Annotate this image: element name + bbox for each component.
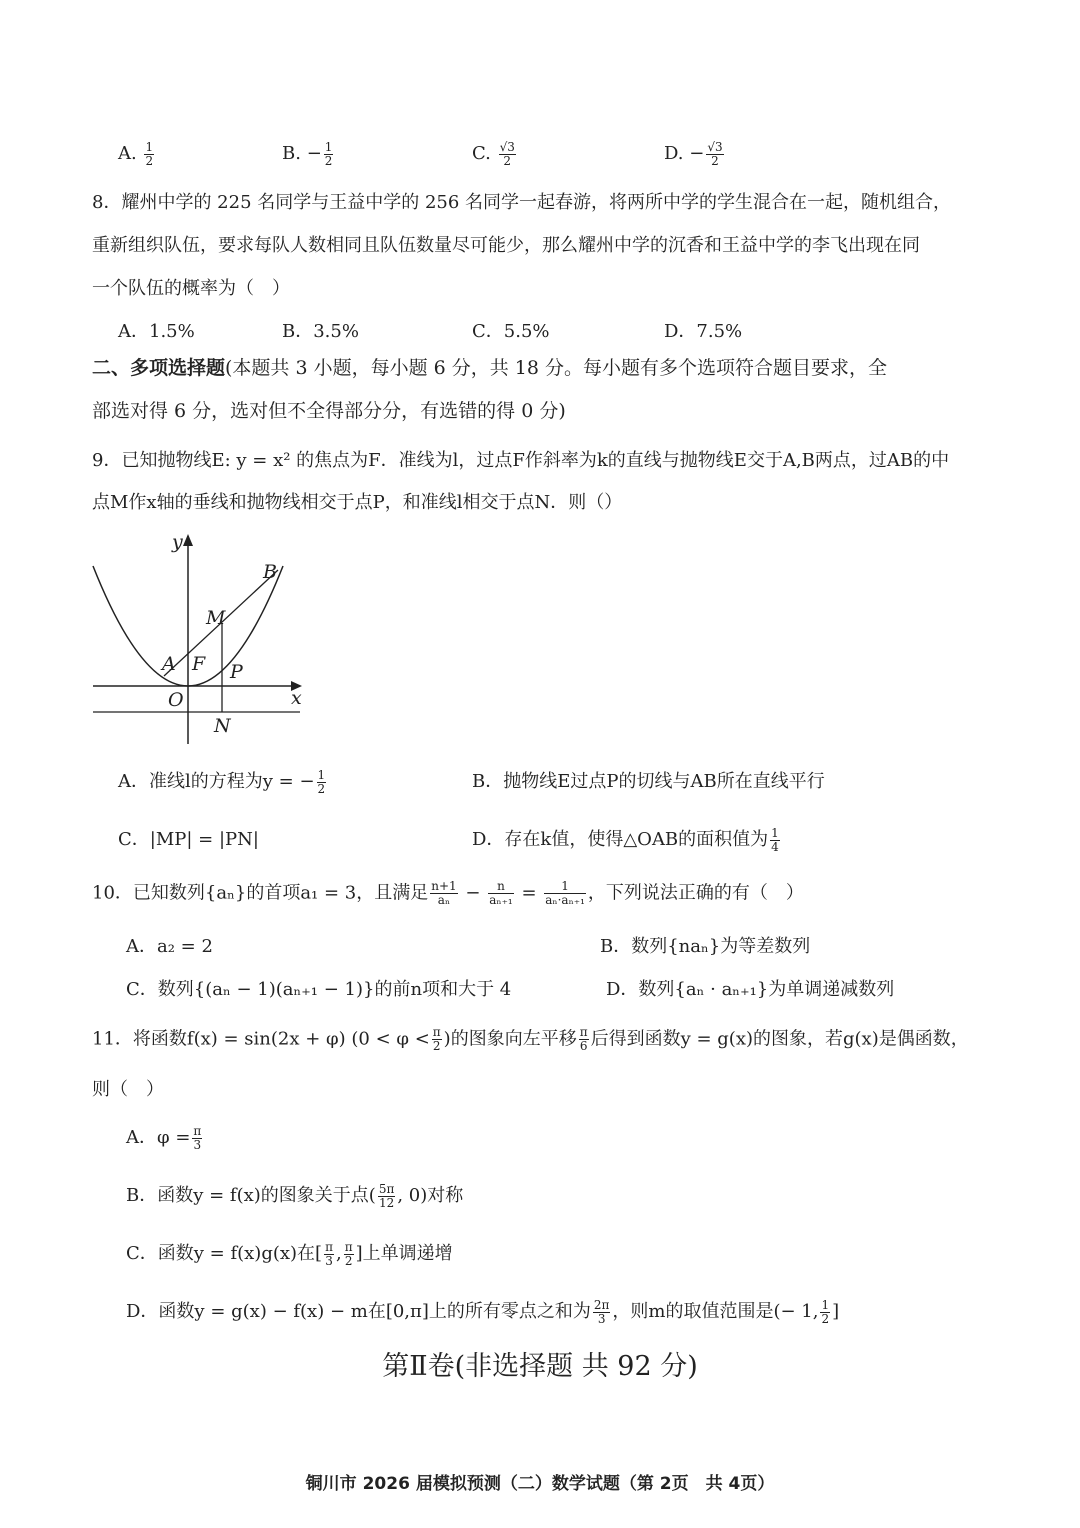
- option-label: C.: [472, 143, 491, 164]
- frac-den: 2: [711, 153, 719, 168]
- label-n: N: [214, 715, 231, 737]
- q8-line-1: 8．耀州中学的 225 名同学与王益中学的 256 名同学一起春游，将两所中学的学生混合在一起，随机组合，: [92, 192, 952, 213]
- label-o: O: [168, 689, 184, 711]
- frac-den: 2: [503, 153, 512, 168]
- q9-option-b: B．抛物线E过点P的切线与AB所在直线平行: [472, 771, 825, 792]
- fraction: [344, 1241, 354, 1268]
- fraction: [430, 880, 457, 907]
- stem-text: 后得到函数y = g(x)的图象，若g(x)是偶函数，: [590, 1028, 969, 1050]
- frac-den: 2: [317, 781, 326, 796]
- option-label: B.: [282, 143, 301, 164]
- fraction: [192, 1125, 202, 1152]
- option-text: A．φ =: [126, 1127, 191, 1148]
- option-text: , 0)对称: [397, 1185, 464, 1206]
- q7-option-a: [118, 140, 156, 168]
- frac-num: π: [325, 1239, 333, 1254]
- q9-option-c: C．|MP| = |PN|: [118, 829, 259, 850]
- frac-den: 3: [597, 1311, 606, 1326]
- fraction: [317, 769, 327, 796]
- q8-option-d: D．7.5%: [664, 321, 743, 342]
- option-label: D.: [664, 143, 684, 164]
- q7-option-d: [664, 140, 726, 168]
- q9-line-2: 点M作x轴的垂线和抛物线相交于点P，和准线l相交于点N．则（）: [92, 492, 623, 513]
- fraction: [770, 827, 780, 854]
- section-2-heading: [92, 354, 887, 382]
- frac-den: aₙ·aₙ₊₁: [545, 893, 585, 907]
- option-text: C．函数y = f(x)g(x)在[: [126, 1243, 323, 1264]
- option-label: A．: [118, 771, 149, 792]
- parabola-figure: [88, 526, 308, 748]
- frac-num: 1: [821, 1297, 830, 1312]
- fraction: [820, 1299, 830, 1326]
- frac-den: 2: [324, 153, 333, 168]
- frac-num: 1: [544, 880, 586, 894]
- section-2-desc-line-2: 部选对得 6 分，选对但不全得部分分，有选错的得 0 分): [92, 400, 566, 422]
- q8-option-b: B．3.5%: [282, 321, 359, 342]
- frac-num: π: [432, 1025, 441, 1039]
- page-footer: 铜川市 2026 届模拟预测（二）数学试题（第 2页 共 4页）: [305, 1474, 775, 1494]
- q11-stem-line-1: [92, 1026, 969, 1053]
- q8-option-c: C．5.5%: [472, 321, 550, 342]
- q9-option-d: [472, 826, 782, 854]
- stem-text: ，下列说法正确的有（ ）: [587, 882, 804, 904]
- section-title: 二、多项选择题: [92, 357, 226, 379]
- fraction: [488, 880, 514, 907]
- label-f: F: [192, 653, 206, 675]
- q10-option-c: C．数列{(aₙ − 1)(aₙ₊₁ − 1)}的前n项和大于 4: [126, 979, 512, 1000]
- q11-stem-line-2: 则（ ）: [92, 1079, 164, 1100]
- frac-num: π: [193, 1123, 202, 1138]
- fraction: [706, 141, 723, 168]
- minus-sign: −: [306, 143, 322, 164]
- q7-option-c: [472, 140, 518, 168]
- q10-option-a: A．a₂ = 2: [126, 936, 213, 957]
- frac-den: 2: [432, 1039, 441, 1053]
- frac-den: 4: [771, 839, 779, 854]
- fraction: [544, 880, 586, 907]
- option-text: D．函数y = g(x) − f(x) − m在[0,π]上的所有零点之和为: [126, 1301, 591, 1322]
- frac-num: 1: [771, 825, 779, 840]
- frac-den: aₙ₊₁: [489, 893, 513, 907]
- frac-den: 12: [378, 1195, 395, 1210]
- frac-den: 3: [193, 1137, 202, 1152]
- frac-num: π: [344, 1239, 353, 1254]
- frac-den: 2: [344, 1253, 353, 1268]
- option-text: ，则m的取值范围是(− 1,: [612, 1301, 819, 1322]
- q10-stem: 10．已知数列{aₙ}的首项a₁ = 3，且满足 $\frac{n+1}{\text{aₙ}}$ − $\frac{n}{\text{aₙ₊₁}}$ = $\frac{1}{\text{aₙ·aₙ₊₁}}$ ，下列说法正确的有（ ）: [92, 879, 804, 907]
- option-text: ]: [832, 1301, 840, 1322]
- option-label: A.: [118, 143, 137, 164]
- stem-text: 11．将函数f(x) = sin(2x + φ) (0 < φ <: [92, 1028, 430, 1050]
- label-m: M: [206, 607, 226, 629]
- frac-num: 1: [324, 139, 333, 154]
- option-text: D．存在k值，使得△OAB的面积值为: [472, 829, 769, 850]
- stem-text: )的图象向左平移: [443, 1028, 577, 1050]
- fraction: [432, 1026, 442, 1053]
- q8-line-3: 一个队伍的概率为（ ）: [92, 278, 290, 299]
- q10-option-b: B．数列{naₙ}为等差数列: [600, 936, 811, 957]
- section-desc: (本题共 3 小题，每小题 6 分，共 18 分。每小题有多个选项符合题目要求，全: [225, 357, 888, 379]
- stem-text: 10．已知数列{aₙ}的首项a₁ = 3，且满足: [92, 882, 429, 904]
- frac-num: n: [488, 880, 514, 894]
- q7-option-b: [282, 140, 335, 168]
- frac-num: 5π: [378, 1181, 395, 1196]
- fraction: [324, 1241, 334, 1268]
- minus-sign: −: [689, 143, 705, 164]
- q10-option-d: D．数列{aₙ · aₙ₊₁}为单调递减数列: [606, 979, 895, 1000]
- option-text: B．函数y = f(x)的图象关于点(: [126, 1185, 376, 1206]
- fraction: [378, 1183, 396, 1210]
- frac-den: 2: [821, 1311, 830, 1326]
- q9-option-a: [118, 768, 328, 796]
- label-a: A: [162, 653, 176, 675]
- fraction: [144, 141, 154, 168]
- frac-num: π: [579, 1025, 588, 1039]
- label-b: B: [263, 561, 277, 583]
- q8-option-a: A．1.5%: [118, 321, 195, 342]
- frac-num: √3: [499, 139, 515, 154]
- label-x: x: [291, 687, 302, 709]
- q11-option-c: C．函数y = f(x)g(x)在[ $\frac{\pi}{3}$ , $\frac{\pi}{2}$ ]上单调递增: [126, 1239, 453, 1268]
- fraction: [499, 141, 516, 168]
- frac-den: 6: [579, 1039, 588, 1053]
- frac-den: aₙ: [437, 893, 451, 907]
- label-p: P: [230, 661, 243, 683]
- frac-num: n+1: [431, 879, 457, 893]
- fraction: [324, 141, 334, 168]
- fraction: [593, 1299, 611, 1326]
- q8-line-2: 重新组织队伍，要求每队人数相同且队伍数量尽可能少，那么耀州中学的沉香和王益中学的李飞出现在同: [92, 235, 920, 256]
- frac-den: 3: [325, 1253, 333, 1268]
- option-text: ]上单调递增: [355, 1243, 453, 1264]
- label-y: y: [172, 531, 183, 553]
- frac-num: √3: [707, 139, 723, 154]
- q11-option-a: [126, 1124, 204, 1152]
- frac-num: 2π: [593, 1297, 610, 1312]
- frac-den: 2: [145, 153, 154, 168]
- frac-num: 1: [317, 767, 326, 782]
- q11-option-b: [126, 1182, 463, 1210]
- fraction: [579, 1026, 589, 1053]
- y-axis-arrow: [183, 534, 193, 546]
- part-2-heading: 第Ⅱ卷(非选择题 共 92 分): [382, 1351, 698, 1382]
- q11-option-d: [126, 1298, 839, 1326]
- q9-line-1: 9．已知抛物线E: y = x² 的焦点为F．准线为l，过点F作斜率为k的直线与抛物线E交于A,B两点，过AB的中: [92, 450, 950, 471]
- frac-num: 1: [145, 139, 154, 154]
- option-text: 准线l的方程为y = −: [149, 771, 315, 792]
